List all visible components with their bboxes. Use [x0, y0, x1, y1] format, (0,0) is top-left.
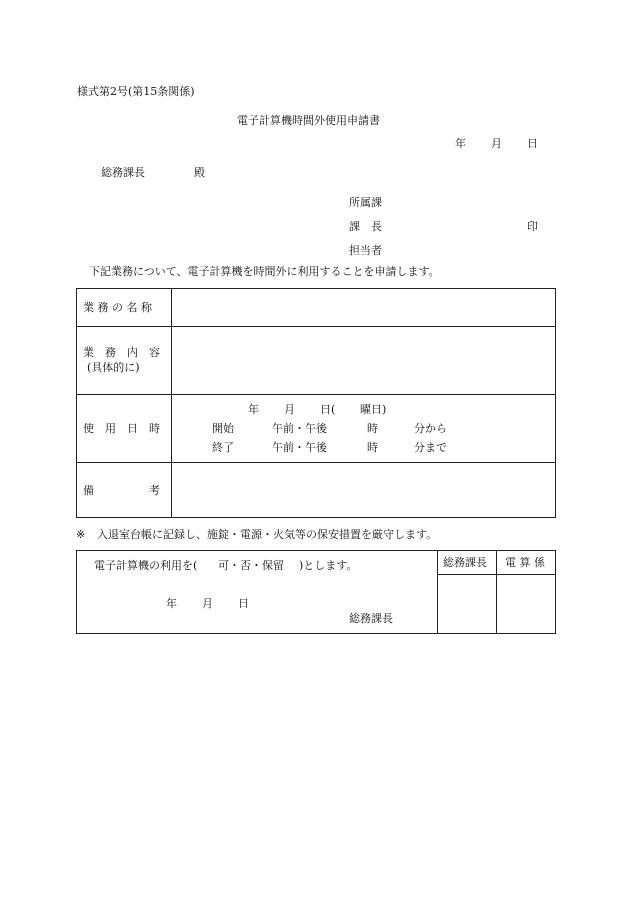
stamp-column-general-affairs: 総務課長	[443, 556, 487, 569]
remarks-field[interactable]	[172, 463, 555, 517]
intro-text: 下記業務について、電子計算機を時間外に利用することを申請します。	[89, 265, 440, 278]
approval-options: 可・否・保留	[218, 559, 284, 572]
usage-day-label: 日(	[320, 403, 336, 416]
start-minute-label: 分から	[414, 422, 447, 435]
approval-month-label: 月	[202, 597, 213, 610]
usage-year-label: 年	[248, 403, 259, 416]
applicant-department-label: 所属課	[349, 196, 382, 209]
approval-statement-suffix: )とします。	[299, 559, 358, 572]
stamp-box-general-affairs[interactable]	[438, 575, 496, 633]
approval-signer: 総務課長	[349, 612, 393, 625]
seal-mark: 印	[527, 220, 538, 233]
note-text: 入退室台帳に記録し、施錠・電源・火気等の保安措置を厳守します。	[97, 528, 438, 541]
business-name-label: 業 務 の 名 称	[83, 301, 152, 314]
usage-datetime-label: 使 用 日 時	[83, 422, 160, 435]
applicant-person-in-charge-label: 担当者	[349, 244, 382, 257]
business-content-label: 業 務 内 容	[83, 346, 160, 359]
date-day-label: 日	[527, 137, 538, 150]
remarks-label: 備 考	[83, 484, 160, 497]
start-ampm-choice: 午前・午後	[272, 422, 327, 435]
business-content-sublabel: (具体的に)	[87, 361, 140, 374]
stamp-column-computing: 電 算 係	[505, 556, 545, 569]
start-label: 開始	[212, 422, 234, 435]
addressee-recipient: 総務課長	[101, 166, 145, 179]
end-label: 終了	[212, 441, 234, 454]
usage-month-label: 月	[284, 403, 295, 416]
date-month-label: 月	[491, 137, 502, 150]
start-hour-label: 時	[367, 422, 378, 435]
date-year-label: 年	[455, 137, 466, 150]
approval-year-label: 年	[166, 597, 177, 610]
approval-statement-prefix: 電子計算機の利用を(	[94, 559, 198, 572]
usage-weekday-label: 曜日)	[360, 403, 387, 416]
end-hour-label: 時	[367, 441, 378, 454]
applicant-chief-label: 課 長	[349, 220, 382, 233]
form-number: 様式第2号(第15条関係)	[77, 85, 195, 98]
business-name-field[interactable]	[172, 289, 555, 326]
note-mark: ※	[76, 528, 86, 541]
addressee-honorific: 殿	[194, 166, 205, 179]
form-title: 電子計算機時間外使用申請書	[237, 114, 380, 127]
end-ampm-choice: 午前・午後	[272, 441, 327, 454]
business-content-field[interactable]	[172, 327, 555, 394]
stamp-box-computing[interactable]	[497, 575, 555, 633]
approval-day-label: 日	[238, 597, 249, 610]
end-minute-label: 分まで	[414, 441, 447, 454]
